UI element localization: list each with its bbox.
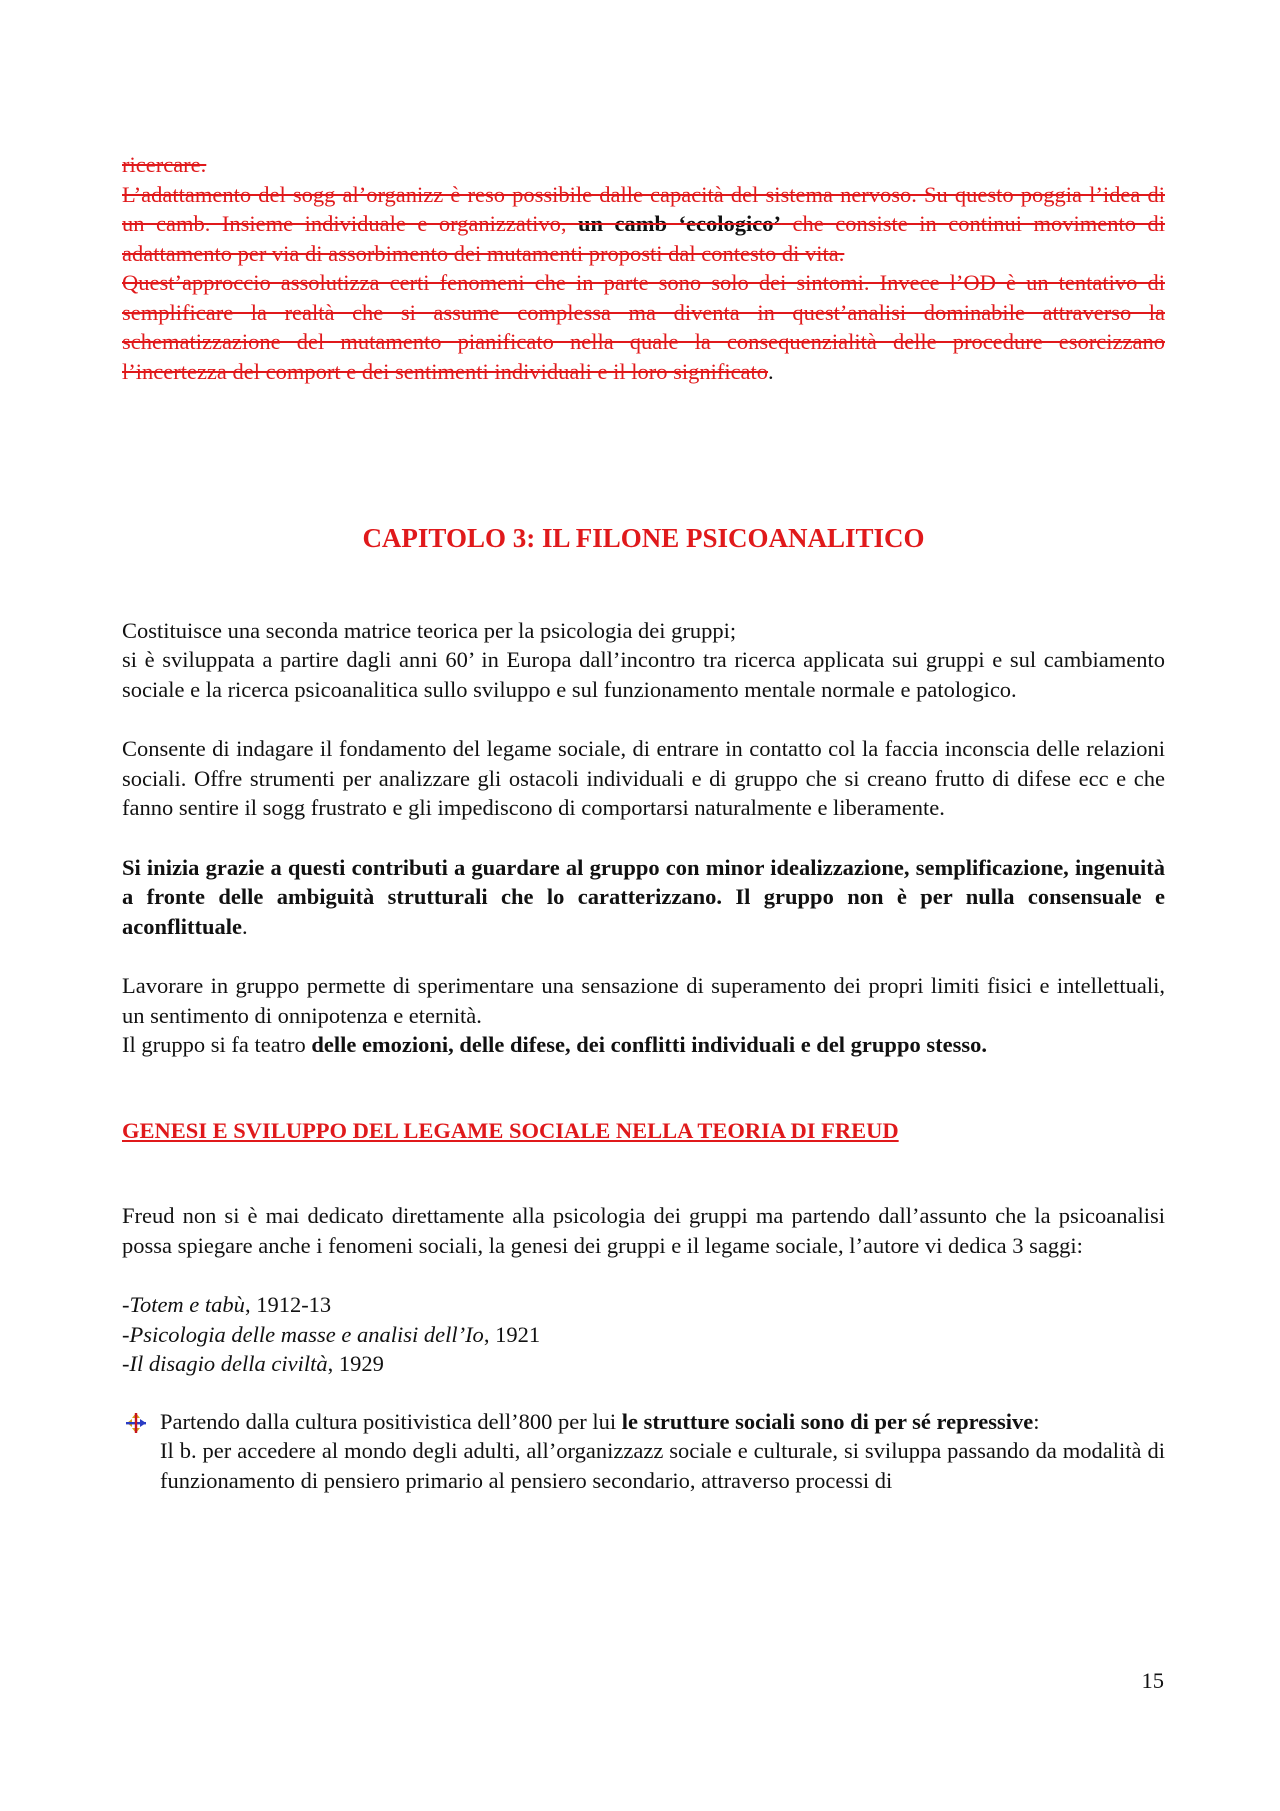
period: . [768, 358, 774, 384]
plain-text: Partendo dalla cultura positivistica dell’800 per lui [160, 1408, 622, 1434]
essay-item [122, 1290, 1165, 1320]
bold-text: le strutture sociali sono di per sé repressive [621, 1408, 1034, 1434]
essay-title: Il disagio della civiltà [129, 1351, 328, 1376]
period: . [241, 913, 248, 939]
struck-text: che consiste in continui movimento di adattamento per via di assorbimento dei mutamenti proposti dal contesto di vita. [122, 211, 1166, 266]
plain-text: Il gruppo si fa teatro [122, 1032, 312, 1057]
essay-year: , 1929 [327, 1351, 384, 1376]
paragraph-legame: Consente di indagare il fondamento del legame sociale, di entrare in contatto col la faccia inconscia delle relazioni sociali. Offre strumenti per analizzare gli ostacoli individuali e di gruppo che si creano frutto di difese ecc e che fanno sentire il sogg frustrato e gli impediscono di comportarsi naturalmente e liberamente. [122, 736, 1165, 820]
colon: : [1033, 1408, 1040, 1434]
essay-year: , 1912-13 [244, 1292, 332, 1317]
essay-title: Totem e tabù [129, 1292, 245, 1317]
struck-text: Quest’approccio assolutizza certi fenomeni che in parte sono solo dei sintomi. Invece l’OD è un tentativo di semplificare la realtà che si assume complessa ma diventa in quest’analisi dominabile attraverso la schematizzazione del mutamento pianificato nella quale la consequenzialità delle procedure esorcizzano l’incertezza del comport e dei sentimenti individuali e il loro significato [122, 270, 1165, 384]
document-page [122, 150, 1165, 1495]
section-title: GENESI E SVILUPPO DEL LEGAME SOCIALE NELLA TEORIA DI FREUD [122, 1117, 899, 1143]
chapter-title: CAPITOLO 3: IL FILONE PSICOANALITICO [362, 523, 925, 553]
intro-line-1: Costituisce una seconda matrice teorica per la psicologia dei gruppi; [122, 617, 737, 643]
dash: - [122, 1351, 130, 1376]
paragraph-teatro [122, 1030, 1165, 1060]
essay-title: Psicologia delle masse e analisi dell’Io [129, 1321, 484, 1347]
struck-paragraph-2 [122, 268, 1165, 386]
page-number: 15 [1141, 1668, 1164, 1693]
bullet-lead [160, 1407, 1165, 1437]
paragraph-lavorare: Lavorare in gruppo permette di sperimentare una sensazione di superamento dei propri limiti fisici e intellettuali, un sentimento di onnipotenza e eternità. [122, 973, 1165, 1028]
arrow-cross-icon [126, 1413, 146, 1433]
freud-intro: Freud non si è mai dedicato direttamente alla psicologia dei gruppi ma partendo dall’assunto che la psicoanalisi possa spiegare anche i fenomeni sociali, la genesi dei gruppi e il legame sociale, l’autore vi dedica 3 saggi: [122, 1203, 1165, 1258]
essay-list [122, 1290, 1165, 1379]
struck-text: L’adattamento del sogg al’organizz è reso possibile dalle capacità del sistema nervoso. Su questo poggia l’idea di un camb. Insieme individuale e organizzativo, [122, 181, 1165, 236]
essay-year: , 1921 [483, 1321, 541, 1347]
essay-item [122, 1320, 1165, 1350]
struck-line [122, 150, 1165, 180]
intro-line-2: si è sviluppata a partire dagli anni 60’ in Europa dall’incontro tra ricerca applicata sui gruppi e sul cambiamento sociale e la ricerca psicoanalitica sullo sviluppo e sul funzionamento mentale normale e patologico. [122, 647, 1165, 702]
dash: - [122, 1292, 130, 1317]
bullet-body: Il b. per accedere al mondo degli adulti, all’organizzazz sociale e culturale, si sviluppa passando da modalità di funzionamento di pensiero primario al pensiero secondario, attraverso processi di [160, 1438, 1165, 1493]
struck-text: ricercare. [122, 152, 207, 177]
paragraph-bold-group [122, 853, 1165, 942]
essay-item [122, 1349, 1165, 1379]
struck-bold-text: un camb ‘ecologico’ [578, 211, 782, 236]
dash: - [122, 1321, 130, 1347]
bold-text: delle emozioni, delle difese, dei conflitti individuali e del gruppo stesso. [311, 1032, 987, 1057]
bold-text: Si inizia grazie a questi contributi a guardare al gruppo con minor idealizzazione, semplificazione, ingenuità a fronte delle ambiguità strutturali che lo caratterizzano. Il gruppo non è per nulla consensuale e aconflittuale [122, 854, 1165, 939]
struck-paragraph-1 [122, 180, 1165, 269]
bullet-item [122, 1407, 1165, 1496]
